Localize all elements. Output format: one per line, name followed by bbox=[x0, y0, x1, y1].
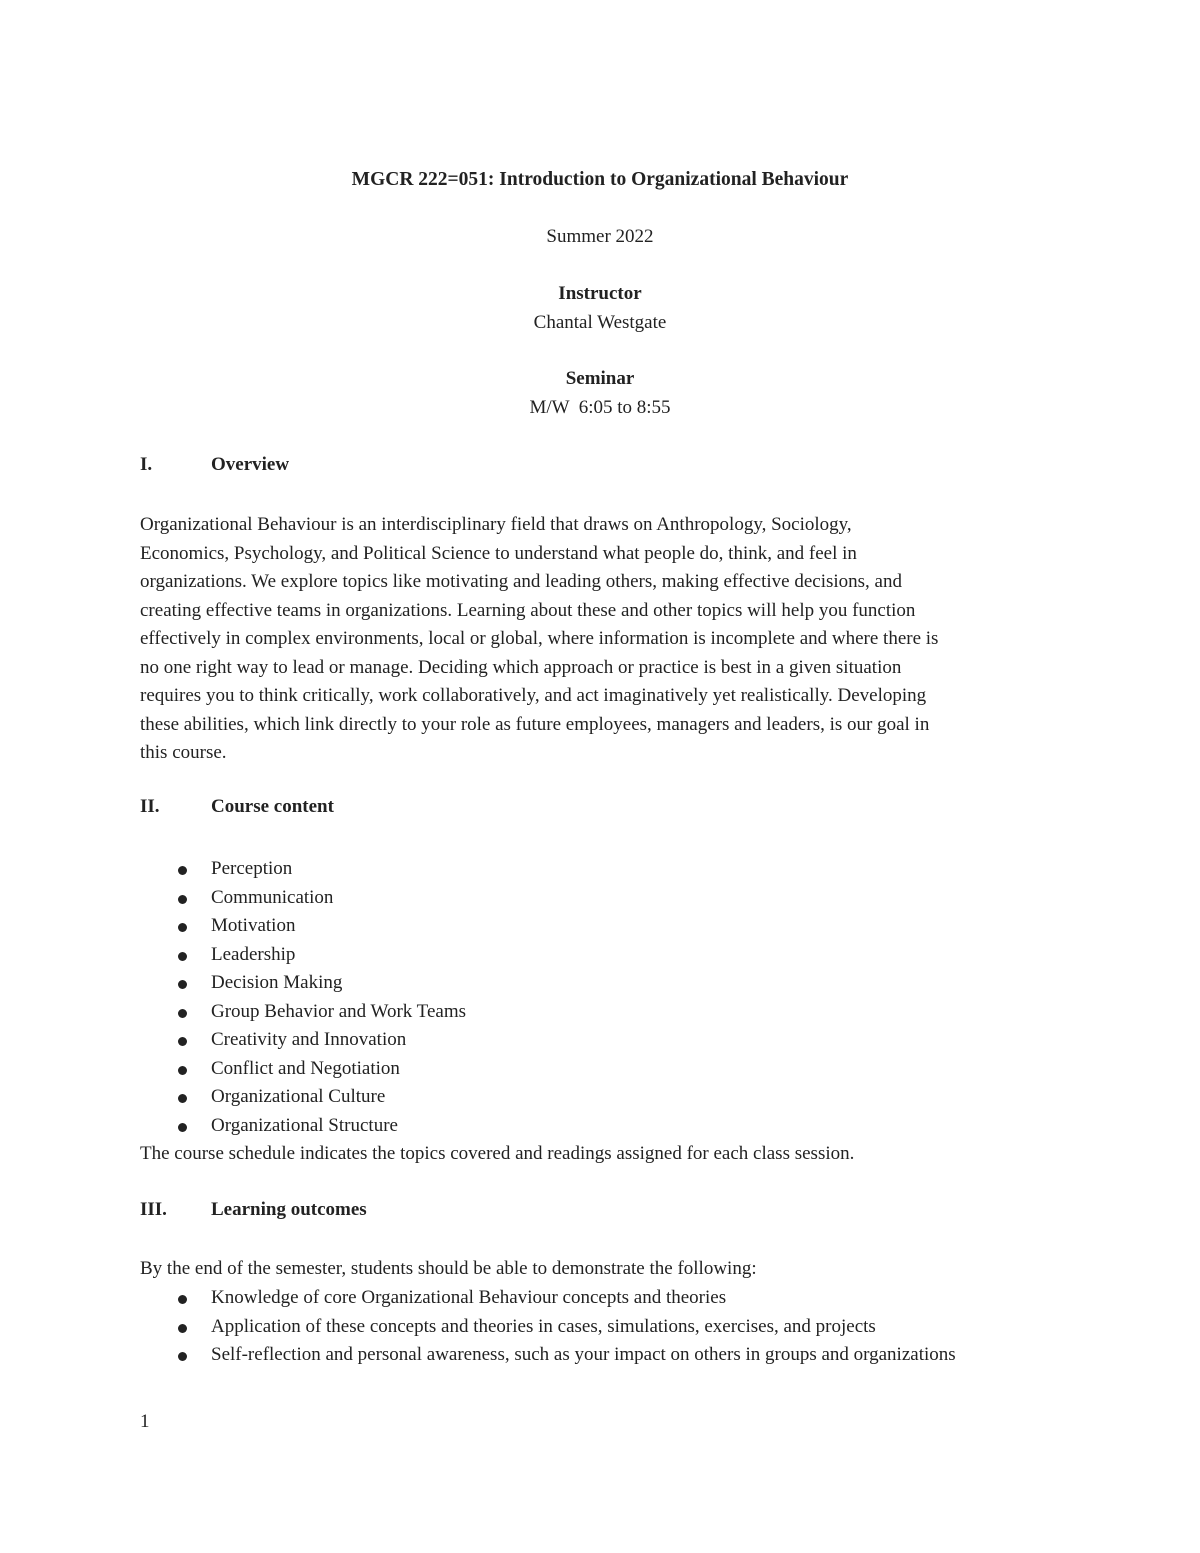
bullet-icon bbox=[178, 923, 187, 932]
list-item-text: Self-reflection and personal awareness, such as your impact on others in groups and organizations bbox=[211, 1344, 956, 1365]
list-item-text: Application of these concepts and theories in cases, simulations, exercises, and projects bbox=[211, 1315, 876, 1337]
paragraph-line: this course. bbox=[140, 742, 227, 763]
bullet-icon bbox=[178, 1066, 187, 1075]
bullet-icon bbox=[178, 1037, 187, 1046]
list-item-text: Organizational Structure bbox=[211, 1114, 398, 1136]
paragraph-line: Economics, Psychology, and Political Science to understand what people do, think, and feel in bbox=[140, 542, 857, 564]
paragraph-line: effectively in complex environments, local or global, where information is incomplete and where there is bbox=[140, 628, 939, 649]
instructor-label: Instructor bbox=[558, 283, 642, 304]
list-item bbox=[140, 912, 466, 941]
list-item bbox=[140, 941, 466, 970]
learning-outcomes-heading bbox=[140, 1199, 367, 1221]
paragraph-line: these abilities, which link directly to your role as future employees, managers and leaders, is our goal in bbox=[140, 713, 930, 735]
paragraph-line: organizations. We explore topics like motivating and leading others, making effective decisions, and bbox=[140, 571, 902, 592]
list-item-text: Leadership bbox=[211, 943, 296, 965]
list-item-text: Motivation bbox=[211, 915, 296, 936]
paragraph-line: requires you to think critically, work collaboratively, and act imaginatively yet realistically. Developing bbox=[140, 685, 927, 706]
section-title: Overview bbox=[211, 454, 290, 475]
list-item-text: Perception bbox=[211, 858, 293, 879]
paragraph-line: Organizational Behaviour is an interdisciplinary field that draws on Anthropology, Sociology, bbox=[140, 514, 852, 535]
list-item-text: Organizational Culture bbox=[211, 1086, 386, 1107]
list-item bbox=[140, 884, 466, 913]
overview-paragraph bbox=[140, 511, 1070, 768]
list-item-text: Creativity and Innovation bbox=[211, 1029, 407, 1050]
course-title: MGCR 222=051: Introduction to Organizational Behaviour bbox=[351, 169, 849, 190]
list-item bbox=[140, 1055, 466, 1084]
outcomes-intro: By the end of the semester, students should be able to demonstrate the following: bbox=[140, 1258, 757, 1279]
list-item bbox=[140, 1341, 956, 1370]
list-item-text: Conflict and Negotiation bbox=[211, 1057, 400, 1079]
list-item-text: Communication bbox=[211, 886, 334, 908]
list-item bbox=[140, 969, 466, 998]
outcomes-list bbox=[140, 1284, 956, 1370]
list-item bbox=[140, 1112, 466, 1141]
bullet-icon bbox=[178, 952, 187, 961]
list-item bbox=[140, 1026, 466, 1055]
bullet-icon bbox=[178, 980, 187, 989]
list-item bbox=[140, 998, 466, 1027]
paragraph-line: creating effective teams in organizations. Learning about these and other topics will help you function bbox=[140, 599, 916, 621]
bullet-icon bbox=[178, 1123, 187, 1132]
instructor-name: Chantal Westgate bbox=[533, 312, 667, 333]
list-item-text: Knowledge of core Organizational Behaviour concepts and theories bbox=[211, 1287, 727, 1308]
list-item bbox=[140, 1313, 956, 1342]
page-number: 1 bbox=[140, 1411, 150, 1432]
overview-heading bbox=[140, 454, 289, 476]
bullet-icon bbox=[178, 1324, 187, 1333]
bullet-icon bbox=[178, 1352, 187, 1361]
course-content-heading bbox=[140, 796, 334, 818]
seminar-time: M/W 6:05 to 8:55 bbox=[529, 397, 671, 418]
term: Summer 2022 bbox=[546, 226, 654, 247]
section-title: Learning outcomes bbox=[211, 1199, 367, 1220]
section-number: I. bbox=[140, 454, 153, 475]
topics-list bbox=[140, 855, 466, 1140]
bullet-icon bbox=[178, 1094, 187, 1103]
list-item bbox=[140, 1284, 956, 1313]
section-title: Course content bbox=[211, 796, 334, 817]
schedule-note: The course schedule indicates the topics covered and readings assigned for each class session. bbox=[140, 1143, 855, 1164]
seminar-label: Seminar bbox=[565, 368, 635, 389]
paragraph-line: no one right way to lead or manage. Deciding which approach or practice is best in a given situation bbox=[140, 656, 902, 678]
list-item-text: Decision Making bbox=[211, 972, 343, 993]
list-item bbox=[140, 1083, 466, 1112]
bullet-icon bbox=[178, 1009, 187, 1018]
bullet-icon bbox=[178, 895, 187, 904]
section-number: II. bbox=[140, 796, 160, 817]
bullet-icon bbox=[178, 866, 187, 875]
list-item bbox=[140, 855, 466, 884]
section-number: III. bbox=[140, 1199, 167, 1220]
bullet-icon bbox=[178, 1295, 187, 1304]
list-item-text: Group Behavior and Work Teams bbox=[211, 1000, 466, 1022]
